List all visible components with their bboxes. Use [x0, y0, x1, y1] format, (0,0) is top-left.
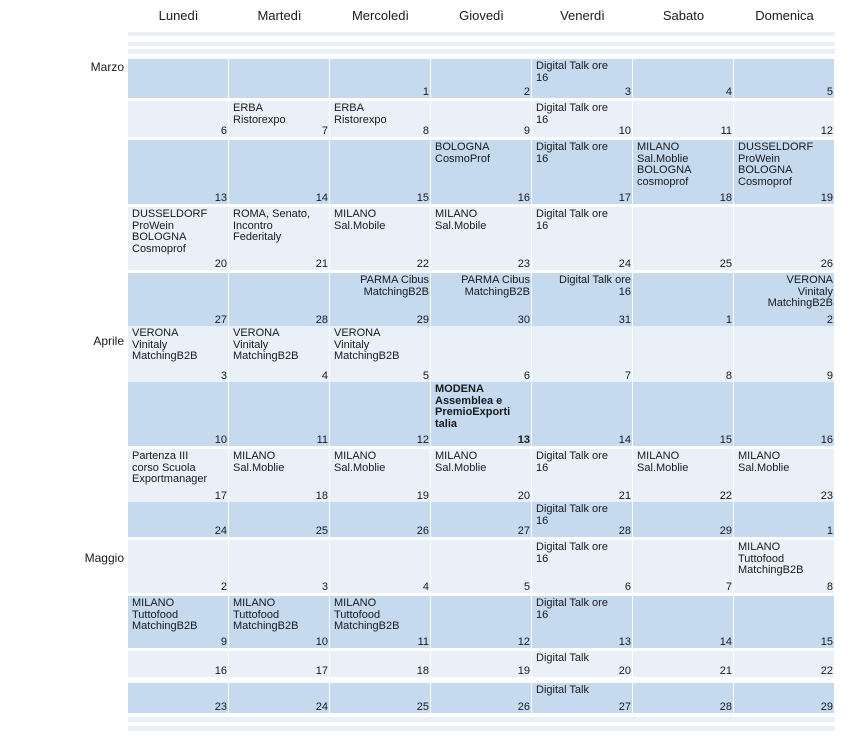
day-number: 13 [214, 192, 227, 204]
day-number: 29 [820, 701, 833, 713]
day-number: 2 [523, 86, 530, 98]
day-number: 5 [422, 370, 429, 382]
header-band-stripe [128, 42, 835, 46]
day-number: 6 [523, 370, 530, 382]
day-number: 12 [416, 434, 429, 446]
day-number: 6 [624, 581, 631, 593]
day-number: 16 [820, 434, 833, 446]
day-number: 18 [416, 665, 429, 677]
event-text: MILANO Sal.Moblie BOLOGNA cosmoprof [637, 142, 692, 188]
day-number: 19 [416, 490, 429, 502]
day-number: 3 [321, 581, 328, 593]
event-text: ERBA Ristorexpo [233, 103, 286, 126]
day-header: Venerdì [560, 8, 605, 23]
day-number: 27 [214, 314, 227, 326]
footer-band-stripe [128, 717, 835, 722]
event-text: MILANO Sal.Mobile [435, 209, 487, 232]
day-number: 24 [618, 258, 631, 270]
day-number: 9 [523, 125, 530, 137]
day-number: 22 [719, 490, 732, 502]
day-number: 15 [719, 434, 732, 446]
day-number: 18 [719, 192, 732, 204]
event-text: Digital Talk ore 16 [536, 209, 608, 232]
event-text: Digital Talk ore 16 [536, 61, 608, 84]
day-number: 28 [719, 701, 732, 713]
day-number: 19 [820, 192, 833, 204]
event-text: Partenza III corso Scuola Exportmanager [132, 451, 208, 485]
day-number: 20 [618, 665, 631, 677]
day-number: 21 [719, 665, 732, 677]
day-number: 26 [416, 525, 429, 537]
month-label: Maggio [84, 551, 124, 565]
day-cell [229, 59, 330, 98]
event-text: VERONA Vinitaly MatchingB2B [334, 328, 400, 362]
day-number: 20 [214, 258, 227, 270]
day-number: 18 [315, 490, 328, 502]
day-number: 12 [820, 125, 833, 137]
day-number: 23 [820, 490, 833, 502]
day-number: 24 [315, 701, 328, 713]
event-text: VERONA Vinitaly MatchingB2B [132, 328, 198, 362]
day-number: 4 [321, 370, 328, 382]
day-number: 4 [422, 581, 429, 593]
event-text: Digital Talk ore 16 [536, 504, 608, 526]
event-text: BOLOGNA CosmoProf [435, 142, 491, 165]
event-text: PARMA Cibus MatchingB2B [461, 275, 530, 298]
day-number: 29 [719, 525, 732, 537]
day-number: 10 [618, 125, 631, 137]
day-number: 8 [422, 125, 429, 137]
event-text: VERONA Vinitaly MatchingB2B [233, 328, 299, 362]
header-band-stripe [128, 49, 835, 54]
day-number: 11 [316, 434, 328, 446]
day-number: 12 [517, 636, 530, 648]
day-header: Mercoledì [351, 8, 410, 23]
day-number: 25 [315, 525, 328, 537]
day-number: 21 [315, 258, 328, 270]
day-number: 23 [517, 258, 530, 270]
footer-band-stripe [128, 726, 835, 731]
day-number: 1 [826, 525, 833, 537]
day-number: 8 [826, 581, 833, 593]
day-number: 9 [826, 370, 833, 382]
day-number: 26 [517, 701, 530, 713]
day-number: 13 [618, 636, 631, 648]
day-number: 3 [220, 370, 227, 382]
event-text: MILANO Tuttofood MatchingB2B [233, 598, 299, 632]
day-header: Giovedì [459, 8, 504, 23]
day-number: 17 [214, 490, 227, 502]
day-number: 4 [725, 86, 732, 98]
day-number: 27 [517, 525, 530, 537]
day-number: 17 [315, 665, 328, 677]
month-label: Marzo [90, 60, 124, 74]
event-text: MILANO Tuttofood MatchingB2B [738, 542, 804, 576]
day-number: 7 [321, 125, 328, 137]
event-text: ERBA Ristorexpo [334, 103, 387, 126]
day-number: 10 [315, 636, 328, 648]
day-number: 9 [220, 636, 227, 648]
day-header: Domenica [755, 8, 814, 23]
day-number: 25 [719, 258, 732, 270]
event-text: Digital Talk ore 16 [559, 275, 631, 298]
day-number: 26 [820, 258, 833, 270]
day-header: Sabato [662, 8, 705, 23]
month-label: Aprile [93, 334, 124, 348]
day-number: 3 [624, 86, 631, 98]
day-number: 16 [517, 192, 530, 204]
day-number: 15 [820, 636, 833, 648]
day-number: 15 [416, 192, 429, 204]
day-number: 10 [214, 434, 227, 446]
day-header: Martedì [257, 8, 302, 23]
day-number: 31 [618, 314, 631, 326]
event-text: DUSSELDORF ProWein BOLOGNA Cosmoprof [132, 209, 208, 255]
day-number: 27 [618, 701, 631, 713]
event-text: Digital Talk ore 16 [536, 542, 608, 565]
day-number: 14 [315, 192, 328, 204]
day-cell [128, 59, 229, 98]
event-text: MODENA Assemblea e PremioExporti talia [435, 384, 511, 430]
event-text: MILANO Tuttofood MatchingB2B [132, 598, 198, 632]
event-text: DUSSELDORF ProWein BOLOGNA Cosmoprof [738, 142, 814, 188]
day-number: 22 [820, 665, 833, 677]
day-number: 24 [214, 525, 227, 537]
event-text: Digital Talk ore 16 [536, 451, 608, 474]
day-number: 21 [618, 490, 631, 502]
day-number: 14 [719, 636, 732, 648]
day-number: 19 [517, 665, 530, 677]
day-number: 1 [725, 314, 732, 326]
day-number: 22 [416, 258, 429, 270]
header-band-stripe [128, 32, 835, 36]
event-text: MILANO Tuttofood MatchingB2B [334, 598, 400, 632]
day-number: 1 [422, 86, 429, 98]
day-number: 16 [214, 665, 227, 677]
event-text: Digital Talk [536, 685, 589, 696]
day-number: 23 [214, 701, 227, 713]
day-number: 28 [618, 525, 631, 537]
day-number: 5 [523, 581, 530, 593]
day-number: 29 [416, 314, 429, 326]
day-number: 28 [315, 314, 328, 326]
event-text: Digital Talk ore 16 [536, 103, 608, 126]
event-text: VERONA Vinitaly MatchingB2B [767, 275, 833, 309]
day-number: 2 [826, 314, 833, 326]
day-number: 25 [416, 701, 429, 713]
event-text: MILANO Sal.Moblie [435, 451, 487, 474]
day-number: 8 [725, 370, 732, 382]
day-number: 6 [220, 125, 227, 137]
day-number: 7 [725, 581, 732, 593]
day-number: 20 [517, 490, 530, 502]
event-text: MILANO Sal.Moblie [233, 451, 285, 474]
event-text: Digital Talk [536, 653, 589, 664]
day-header: Lunedì [158, 8, 199, 23]
event-text: MILANO Sal.Moblie [637, 451, 689, 474]
day-number: 2 [220, 581, 227, 593]
day-number: 13 [517, 434, 530, 446]
event-text: MILANO Sal.Moblie [738, 451, 790, 474]
event-text: MILANO Sal.Mobile [334, 209, 386, 232]
event-text: Digital Talk ore 16 [536, 598, 608, 621]
day-number: 11 [720, 125, 732, 137]
event-text: Digital Talk ore 16 [536, 142, 608, 165]
day-number: 5 [826, 86, 833, 98]
day-number: 11 [417, 636, 429, 648]
event-text: PARMA Cibus MatchingB2B [360, 275, 429, 298]
event-text: MILANO Sal.Moblie [334, 451, 386, 474]
event-text: ROMA, Senato, Incontro Federitaly [233, 209, 311, 243]
day-number: 7 [624, 370, 631, 382]
day-number: 17 [618, 192, 631, 204]
day-number: 30 [517, 314, 530, 326]
day-number: 14 [618, 434, 631, 446]
